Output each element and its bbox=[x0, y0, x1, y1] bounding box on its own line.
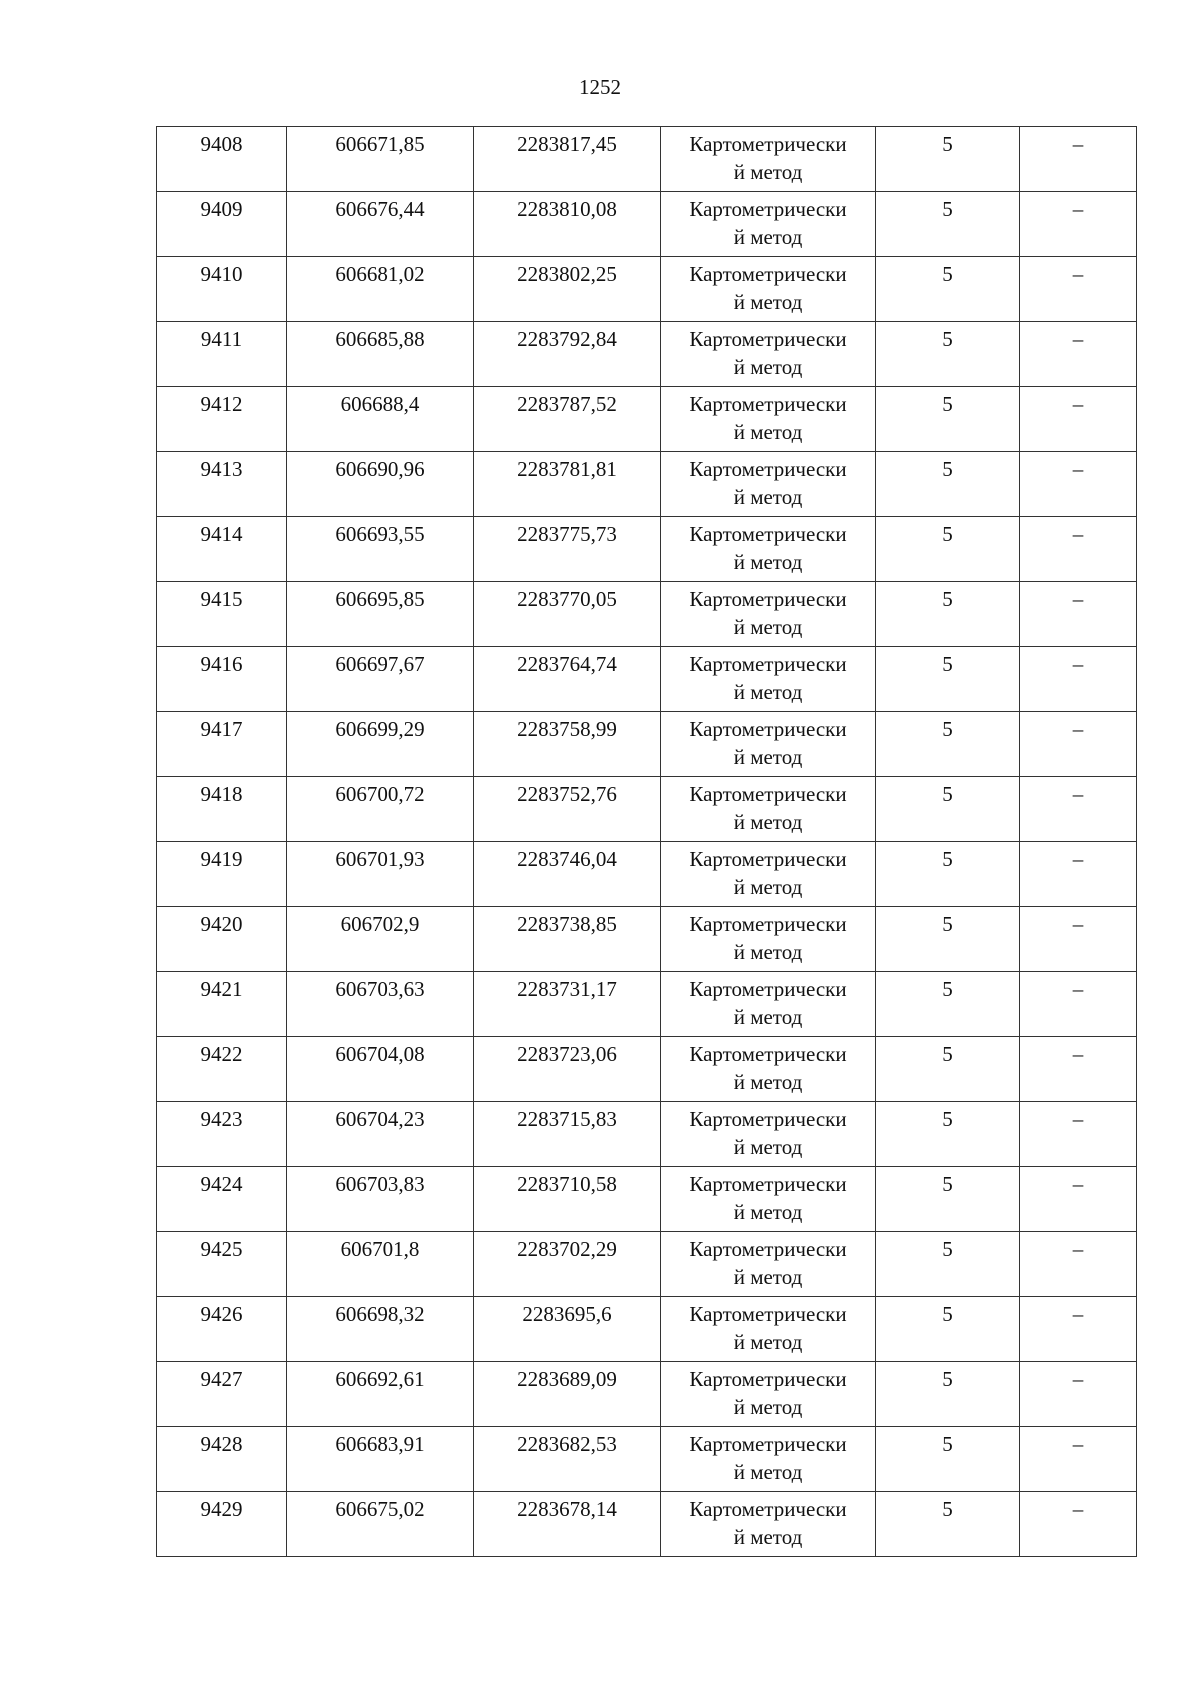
method-line-1: Картометрически bbox=[689, 587, 847, 611]
note-cell: – bbox=[1020, 257, 1137, 322]
x-coordinate-cell: 606683,91 bbox=[287, 1427, 474, 1492]
x-coordinate-cell: 606675,02 bbox=[287, 1492, 474, 1557]
accuracy-cell: 5 bbox=[876, 192, 1020, 257]
y-coordinate-cell: 2283817,45 bbox=[474, 127, 661, 192]
method-line-1: Картометрически bbox=[689, 522, 847, 546]
method-line-1: Картометрически bbox=[689, 652, 847, 676]
point-number-cell: 9429 bbox=[157, 1492, 287, 1557]
accuracy-cell: 5 bbox=[876, 647, 1020, 712]
method-line-2: й метод bbox=[733, 1460, 803, 1484]
table-row bbox=[157, 1492, 1137, 1557]
note-cell: – bbox=[1020, 452, 1137, 517]
note-cell: – bbox=[1020, 712, 1137, 777]
point-number-cell: 9410 bbox=[157, 257, 287, 322]
note-cell: – bbox=[1020, 777, 1137, 842]
accuracy-cell: 5 bbox=[876, 387, 1020, 452]
method-cell bbox=[661, 322, 876, 387]
note-cell: – bbox=[1020, 517, 1137, 582]
y-coordinate-cell: 2283802,25 bbox=[474, 257, 661, 322]
note-cell: – bbox=[1020, 1492, 1137, 1557]
x-coordinate-cell: 606702,9 bbox=[287, 907, 474, 972]
method-line-1: Картометрически bbox=[689, 1302, 847, 1326]
note-cell: – bbox=[1020, 192, 1137, 257]
coordinates-table bbox=[156, 126, 1137, 1557]
method-line-1: Картометрически bbox=[689, 847, 847, 871]
accuracy-cell: 5 bbox=[876, 1492, 1020, 1557]
x-coordinate-cell: 606688,4 bbox=[287, 387, 474, 452]
accuracy-cell: 5 bbox=[876, 907, 1020, 972]
point-number-cell: 9420 bbox=[157, 907, 287, 972]
y-coordinate-cell: 2283781,81 bbox=[474, 452, 661, 517]
x-coordinate-cell: 606671,85 bbox=[287, 127, 474, 192]
method-line-1: Картометрически bbox=[689, 1497, 847, 1521]
method-line-2: й метод bbox=[733, 1525, 803, 1549]
note-cell: – bbox=[1020, 127, 1137, 192]
method-line-1: Картометрически bbox=[689, 1237, 847, 1261]
method-cell bbox=[661, 257, 876, 322]
method-line-1: Картометрически bbox=[689, 1432, 847, 1456]
method-line-1: Картометрически bbox=[689, 782, 847, 806]
accuracy-cell: 5 bbox=[876, 257, 1020, 322]
x-coordinate-cell: 606704,23 bbox=[287, 1102, 474, 1167]
y-coordinate-cell: 2283775,73 bbox=[474, 517, 661, 582]
point-number-cell: 9414 bbox=[157, 517, 287, 582]
note-cell: – bbox=[1020, 647, 1137, 712]
x-coordinate-cell: 606690,96 bbox=[287, 452, 474, 517]
y-coordinate-cell: 2283746,04 bbox=[474, 842, 661, 907]
y-coordinate-cell: 2283752,76 bbox=[474, 777, 661, 842]
method-cell bbox=[661, 582, 876, 647]
table-row bbox=[157, 1167, 1137, 1232]
point-number-cell: 9425 bbox=[157, 1232, 287, 1297]
y-coordinate-cell: 2283689,09 bbox=[474, 1362, 661, 1427]
x-coordinate-cell: 606695,85 bbox=[287, 582, 474, 647]
x-coordinate-cell: 606703,83 bbox=[287, 1167, 474, 1232]
point-number-cell: 9409 bbox=[157, 192, 287, 257]
method-line-2: й метод bbox=[733, 1070, 803, 1094]
method-line-2: й метод bbox=[733, 615, 803, 639]
table-row bbox=[157, 517, 1137, 582]
note-cell: – bbox=[1020, 907, 1137, 972]
table-row bbox=[157, 907, 1137, 972]
table-row bbox=[157, 387, 1137, 452]
method-line-2: й метод bbox=[733, 550, 803, 574]
table-row bbox=[157, 777, 1137, 842]
method-line-2: й метод bbox=[733, 420, 803, 444]
y-coordinate-cell: 2283678,14 bbox=[474, 1492, 661, 1557]
note-cell: – bbox=[1020, 1427, 1137, 1492]
accuracy-cell: 5 bbox=[876, 1102, 1020, 1167]
method-line-2: й метод bbox=[733, 1135, 803, 1159]
method-cell bbox=[661, 1362, 876, 1427]
y-coordinate-cell: 2283738,85 bbox=[474, 907, 661, 972]
x-coordinate-cell: 606676,44 bbox=[287, 192, 474, 257]
table-row bbox=[157, 452, 1137, 517]
method-line-1: Картометрически bbox=[689, 1172, 847, 1196]
x-coordinate-cell: 606703,63 bbox=[287, 972, 474, 1037]
table-row bbox=[157, 127, 1137, 192]
point-number-cell: 9412 bbox=[157, 387, 287, 452]
point-number-cell: 9416 bbox=[157, 647, 287, 712]
method-line-1: Картометрически bbox=[689, 912, 847, 936]
note-cell: – bbox=[1020, 1037, 1137, 1102]
method-cell bbox=[661, 972, 876, 1037]
method-cell bbox=[661, 127, 876, 192]
table-row bbox=[157, 322, 1137, 387]
accuracy-cell: 5 bbox=[876, 322, 1020, 387]
method-line-2: й метод bbox=[733, 875, 803, 899]
x-coordinate-cell: 606701,8 bbox=[287, 1232, 474, 1297]
note-cell: – bbox=[1020, 1167, 1137, 1232]
method-line-2: й метод bbox=[733, 680, 803, 704]
point-number-cell: 9428 bbox=[157, 1427, 287, 1492]
table-row bbox=[157, 1102, 1137, 1167]
point-number-cell: 9424 bbox=[157, 1167, 287, 1232]
accuracy-cell: 5 bbox=[876, 1167, 1020, 1232]
y-coordinate-cell: 2283792,84 bbox=[474, 322, 661, 387]
accuracy-cell: 5 bbox=[876, 1037, 1020, 1102]
accuracy-cell: 5 bbox=[876, 777, 1020, 842]
point-number-cell: 9418 bbox=[157, 777, 287, 842]
y-coordinate-cell: 2283695,6 bbox=[474, 1297, 661, 1362]
method-line-2: й метод bbox=[733, 1265, 803, 1289]
table-row bbox=[157, 647, 1137, 712]
x-coordinate-cell: 606700,72 bbox=[287, 777, 474, 842]
method-line-1: Картометрически bbox=[689, 1367, 847, 1391]
y-coordinate-cell: 2283810,08 bbox=[474, 192, 661, 257]
note-cell: – bbox=[1020, 972, 1137, 1037]
accuracy-cell: 5 bbox=[876, 1362, 1020, 1427]
method-line-1: Картометрически bbox=[689, 977, 847, 1001]
method-line-1: Картометрически bbox=[689, 1042, 847, 1066]
y-coordinate-cell: 2283682,53 bbox=[474, 1427, 661, 1492]
method-cell bbox=[661, 712, 876, 777]
x-coordinate-cell: 606685,88 bbox=[287, 322, 474, 387]
accuracy-cell: 5 bbox=[876, 1232, 1020, 1297]
accuracy-cell: 5 bbox=[876, 582, 1020, 647]
point-number-cell: 9417 bbox=[157, 712, 287, 777]
method-line-2: й метод bbox=[733, 1330, 803, 1354]
table-row bbox=[157, 582, 1137, 647]
point-number-cell: 9421 bbox=[157, 972, 287, 1037]
method-line-1: Картометрически bbox=[689, 1107, 847, 1131]
y-coordinate-cell: 2283723,06 bbox=[474, 1037, 661, 1102]
accuracy-cell: 5 bbox=[876, 842, 1020, 907]
note-cell: – bbox=[1020, 387, 1137, 452]
point-number-cell: 9427 bbox=[157, 1362, 287, 1427]
method-cell bbox=[661, 842, 876, 907]
method-cell bbox=[661, 517, 876, 582]
point-number-cell: 9426 bbox=[157, 1297, 287, 1362]
method-line-1: Картометрически bbox=[689, 457, 847, 481]
x-coordinate-cell: 606699,29 bbox=[287, 712, 474, 777]
accuracy-cell: 5 bbox=[876, 517, 1020, 582]
method-cell bbox=[661, 907, 876, 972]
table-row bbox=[157, 972, 1137, 1037]
accuracy-cell: 5 bbox=[876, 1297, 1020, 1362]
note-cell: – bbox=[1020, 582, 1137, 647]
x-coordinate-cell: 606681,02 bbox=[287, 257, 474, 322]
y-coordinate-cell: 2283710,58 bbox=[474, 1167, 661, 1232]
method-line-1: Картометрически bbox=[689, 327, 847, 351]
method-line-2: й метод bbox=[733, 225, 803, 249]
x-coordinate-cell: 606698,32 bbox=[287, 1297, 474, 1362]
table-row bbox=[157, 192, 1137, 257]
method-cell bbox=[661, 1427, 876, 1492]
method-cell bbox=[661, 387, 876, 452]
point-number-cell: 9419 bbox=[157, 842, 287, 907]
point-number-cell: 9411 bbox=[157, 322, 287, 387]
accuracy-cell: 5 bbox=[876, 972, 1020, 1037]
table-row bbox=[157, 1037, 1137, 1102]
x-coordinate-cell: 606692,61 bbox=[287, 1362, 474, 1427]
page-number: 1252 bbox=[579, 75, 621, 99]
method-line-1: Картометрически bbox=[689, 262, 847, 286]
table-row bbox=[157, 1427, 1137, 1492]
method-cell bbox=[661, 1492, 876, 1557]
method-line-2: й метод bbox=[733, 745, 803, 769]
y-coordinate-cell: 2283731,17 bbox=[474, 972, 661, 1037]
accuracy-cell: 5 bbox=[876, 712, 1020, 777]
method-cell bbox=[661, 1037, 876, 1102]
table-row bbox=[157, 712, 1137, 777]
method-line-2: й метод bbox=[733, 810, 803, 834]
note-cell: – bbox=[1020, 1362, 1137, 1427]
point-number-cell: 9423 bbox=[157, 1102, 287, 1167]
point-number-cell: 9422 bbox=[157, 1037, 287, 1102]
y-coordinate-cell: 2283715,83 bbox=[474, 1102, 661, 1167]
method-cell bbox=[661, 647, 876, 712]
note-cell: – bbox=[1020, 1297, 1137, 1362]
x-coordinate-cell: 606697,67 bbox=[287, 647, 474, 712]
x-coordinate-cell: 606701,93 bbox=[287, 842, 474, 907]
x-coordinate-cell: 606693,55 bbox=[287, 517, 474, 582]
method-cell bbox=[661, 1297, 876, 1362]
method-line-1: Картометрически bbox=[689, 392, 847, 416]
method-line-2: й метод bbox=[733, 355, 803, 379]
method-line-2: й метод bbox=[733, 1005, 803, 1029]
method-cell bbox=[661, 192, 876, 257]
table-row bbox=[157, 1362, 1137, 1427]
method-line-2: й метод bbox=[733, 940, 803, 964]
y-coordinate-cell: 2283758,99 bbox=[474, 712, 661, 777]
accuracy-cell: 5 bbox=[876, 1427, 1020, 1492]
table-body bbox=[157, 127, 1137, 1557]
method-line-2: й метод bbox=[733, 485, 803, 509]
method-cell bbox=[661, 1102, 876, 1167]
method-cell bbox=[661, 452, 876, 517]
method-line-2: й метод bbox=[733, 1200, 803, 1224]
note-cell: – bbox=[1020, 842, 1137, 907]
accuracy-cell: 5 bbox=[876, 452, 1020, 517]
y-coordinate-cell: 2283702,29 bbox=[474, 1232, 661, 1297]
accuracy-cell: 5 bbox=[876, 127, 1020, 192]
note-cell: – bbox=[1020, 1102, 1137, 1167]
method-line-2: й метод bbox=[733, 1395, 803, 1419]
method-cell bbox=[661, 777, 876, 842]
y-coordinate-cell: 2283764,74 bbox=[474, 647, 661, 712]
note-cell: – bbox=[1020, 322, 1137, 387]
table-row bbox=[157, 1297, 1137, 1362]
table-row bbox=[157, 257, 1137, 322]
method-cell bbox=[661, 1167, 876, 1232]
point-number-cell: 9413 bbox=[157, 452, 287, 517]
method-line-1: Картометрически bbox=[689, 197, 847, 221]
y-coordinate-cell: 2283770,05 bbox=[474, 582, 661, 647]
y-coordinate-cell: 2283787,52 bbox=[474, 387, 661, 452]
x-coordinate-cell: 606704,08 bbox=[287, 1037, 474, 1102]
method-line-2: й метод bbox=[733, 290, 803, 314]
note-cell: – bbox=[1020, 1232, 1137, 1297]
point-number-cell: 9415 bbox=[157, 582, 287, 647]
method-line-1: Картометрически bbox=[689, 132, 847, 156]
table-row bbox=[157, 842, 1137, 907]
table-row bbox=[157, 1232, 1137, 1297]
method-cell bbox=[661, 1232, 876, 1297]
method-line-1: Картометрически bbox=[689, 717, 847, 741]
method-line-2: й метод bbox=[733, 160, 803, 184]
point-number-cell: 9408 bbox=[157, 127, 287, 192]
